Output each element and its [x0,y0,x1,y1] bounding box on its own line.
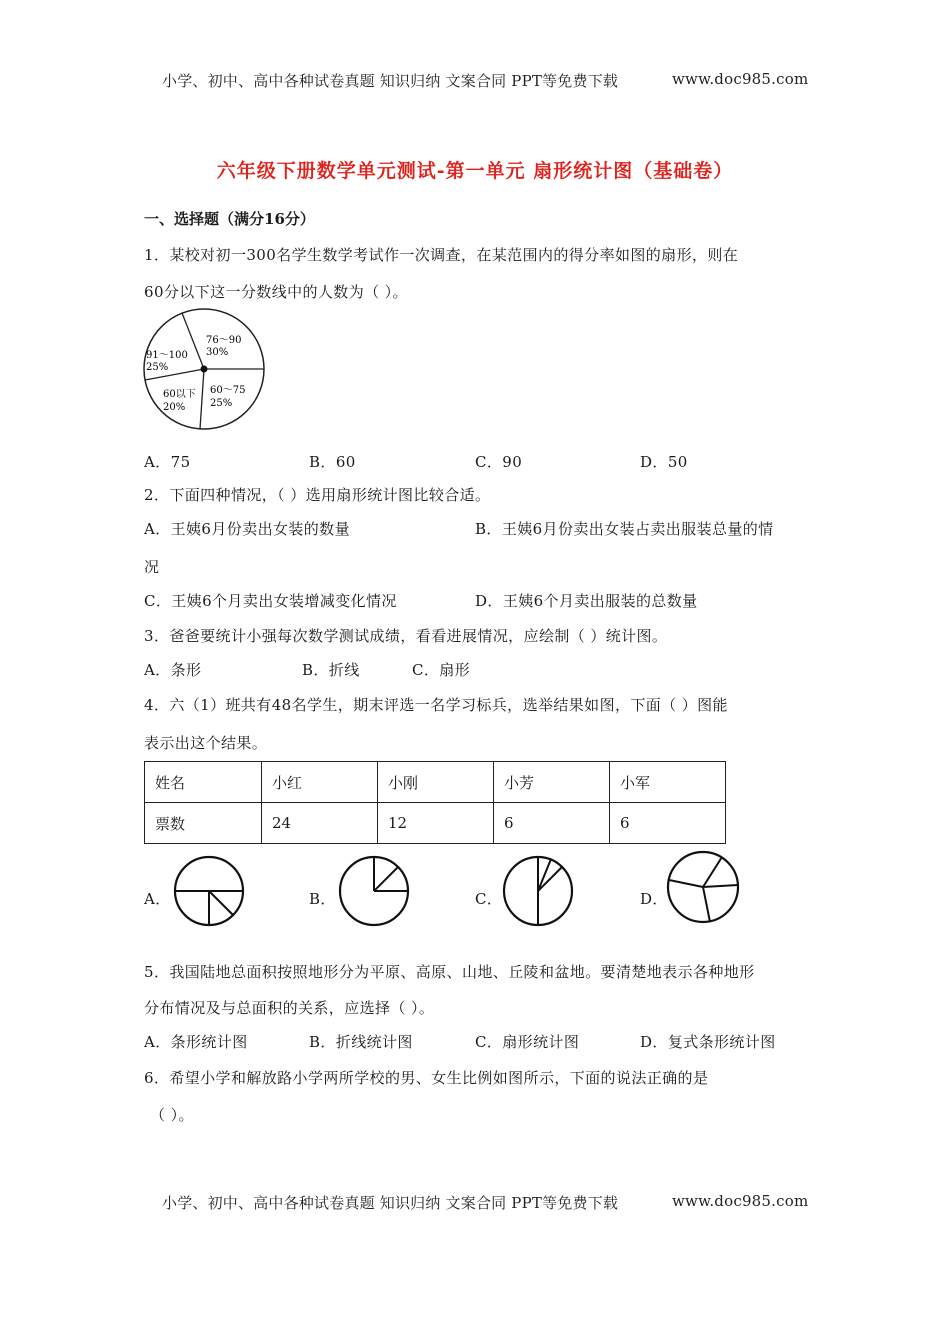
header-slogan: 小学、初中、高中各种试卷真题 知识归纳 文案合同 PPT等免费下载 [162,72,619,90]
q5-option-c[interactable]: C．扇形统计图 [475,1033,580,1051]
table-cell: 小军 [610,762,726,803]
q1-stem-line1: 1．某校对初一300名学生数学考试作一次调查，在某范围内的得分率如图的扇形，则在 [144,246,739,264]
q1-pie-label: 76～90 [206,335,242,346]
q5-stem-line1: 5．我国陆地总面积按照地形分为平原、高原、山地、丘陵和盆地。要清楚地表示各种地形 [144,963,755,981]
table-row [145,762,726,803]
q5-option-b[interactable]: B．折线统计图 [309,1033,413,1051]
table-cell: 票数 [145,803,262,844]
q2-stem: 2．下面四种情况，（ ）选用扇形统计图比较合适。 [144,486,491,504]
q4-option-b[interactable]: B． [309,890,336,908]
q1-pie-label: 20% [163,402,186,413]
table-cell: 12 [378,803,494,844]
q1-stem-line2: 60分以下这一分数线中的人数为（ ）。 [144,283,408,301]
q2-option-d[interactable]: D．王姨6个月卖出服装的总数量 [475,592,698,610]
q1-pie-label: 60～75 [210,385,246,396]
q6-stem-line1: 6．希望小学和解放路小学两所学校的男、女生比例如图所示，下面的说法正确的是 [144,1069,709,1087]
q5-option-d[interactable]: D．复式条形统计图 [640,1033,776,1051]
q3-option-b[interactable]: B．折线 [302,661,360,679]
footer-slogan: 小学、初中、高中各种试卷真题 知识归纳 文案合同 PPT等免费下载 [162,1194,619,1212]
q4-pie-c[interactable] [500,853,576,929]
q1-pie-label: 91～100 [146,350,188,361]
q2-option-b-cont: 况 [144,558,160,576]
q5-stem-line2: 分布情况及与总面积的关系，应选择（ ）。 [144,999,435,1017]
q1-option-a[interactable]: A．75 [144,453,191,471]
q1-option-c[interactable]: C．90 [475,453,523,471]
q2-option-c[interactable]: C．王姨6个月卖出女装增减变化情况 [144,592,397,610]
q1-pie-label: 30% [206,347,229,358]
page-title: 六年级下册数学单元测试-第一单元 扇形统计图（基础卷） [216,160,734,182]
q4-option-d[interactable]: D． [640,890,668,908]
q1-pie-label: 25% [210,398,233,409]
q1-pie-chart [140,308,270,434]
q3-option-c[interactable]: C．扇形 [412,661,471,679]
table-cell: 6 [494,803,610,844]
q4-option-a[interactable]: A． [144,890,171,908]
q4-pie-a[interactable] [171,855,251,927]
q3-stem: 3．爸爸要统计小强每次数学测试成绩，看看进展情况，应绘制（ ）统计图。 [144,627,668,645]
q1-pie-label: 25% [146,362,169,373]
q2-option-b[interactable]: B．王姨6月份卖出女装占卖出服装总量的情 [475,520,774,538]
q4-stem-line2: 表示出这个结果。 [144,734,268,752]
table-cell: 姓名 [145,762,262,803]
table-cell: 小红 [262,762,378,803]
q1-pie-label: 60以下 [163,389,196,400]
q1-option-b[interactable]: B．60 [309,453,356,471]
table-cell: 小芳 [494,762,610,803]
q1-pie-divider [200,369,204,429]
table-cell: 24 [262,803,378,844]
footer-site[interactable]: www.doc985.com [672,1192,809,1210]
q4-option-c[interactable]: C． [475,890,503,908]
table-cell: 6 [610,803,726,844]
q6-stem-line2: （ ）。 [150,1106,194,1124]
q4-pie-b[interactable] [336,853,412,929]
header-site[interactable]: www.doc985.com [672,70,809,88]
q4-stem-line1: 4．六（1）班共有48名学生，期末评选一名学习标兵，选举结果如图，下面（ ）图能 [144,696,728,714]
q1-option-d[interactable]: D．50 [640,453,688,471]
table-cell: 小刚 [378,762,494,803]
q2-option-a[interactable]: A．王姨6月份卖出女装的数量 [144,520,350,538]
section-heading: 一、选择题（满分16分） [144,210,315,228]
q5-option-a[interactable]: A．条形统计图 [144,1033,248,1051]
q4-vote-table [144,761,726,844]
table-row [145,803,726,844]
q3-option-a[interactable]: A．条形 [144,661,202,679]
q4-pie-d[interactable] [664,850,742,924]
